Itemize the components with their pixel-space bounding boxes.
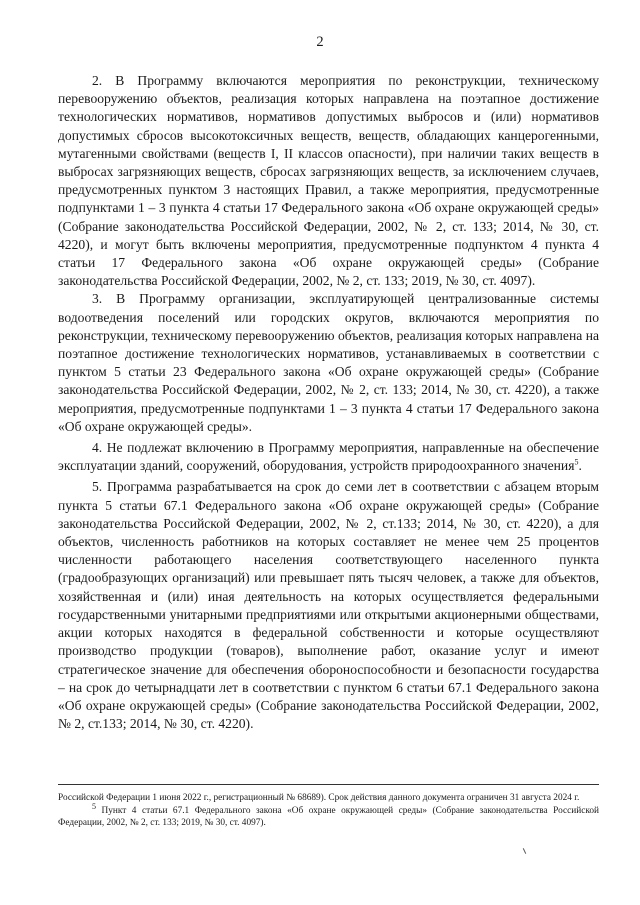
footnote-reference[interactable]: 5 [574, 457, 579, 467]
footnote-separator [58, 784, 599, 785]
footnote-5 [58, 801, 599, 830]
footnotes [58, 792, 599, 830]
paragraph-4-end: . [578, 458, 582, 474]
paragraph-4-text: 4. Не подлежат включению в Программу мероприятия, направленные на обеспечение эксплуатации зданий, сооружений, оборудования, устройств природоохранного значения [58, 440, 599, 474]
body-text [58, 72, 599, 733]
page-number: 2 [316, 34, 324, 50]
paragraph-3: 3. В Программу организации, эксплуатирующей централизованные системы водоотведения поселений или городских округов, включаются мероприятия по реконструкции, техническому перевооружению объектов, реализация которых направлена на поэтапное достижение технологических нормативов, устанавливаемых в соответствии с пунктом 5 статьи 23 Федерального закона «Об охране окружающей среды» (Собрание законодательства Российской Федерации, 2002, № 2, ст. 133; 2014, № 30, ст. 4220), а также мероприятия, предусмотренные подпунктами 1 – 3 пункта 4 статьи 17 Федерального закона «Об охране окружающей среды». [58, 291, 599, 434]
paragraph-5: 5. Программа разрабатывается на срок до семи лет в соответствии с абзацем вторым пункта 5 статьи 67.1 Федерального закона «Об охране окружающей среды» (Собрание законодательства Российской Федерации, 2002, № 2, ст.133; 2014, № 30, ст. 4220), а для объектов, численность работников на которых составляет не менее чем 25 процентов численности работающего населения соответствующего населенного пункта (градообразующих организаций) или превышает пять тысяч человек, а также для объектов, хозяйственная и (или) иная деятельность на которых осуществляется федеральными государственными унитарными предприятиями или открытыми акционерными обществами, акции которых находятся в федеральной собственности и которые осуществляют производство продукции (товаров), выполнение работ, оказание услуг и имеют стратегическое значение для обеспечения обороноспособности и безопасности государства – на срок до четырнадцати лет в соответствии с пунктом 6 статьи 67.1 Федерального закона «Об охране окружающей среды» (Собрание законодательства Российской Федерации, 2002, № 2, ст.133; 2014, № 30, ст. 4220). [58, 479, 599, 732]
paragraph-2: 2. В Программу включаются мероприятия по реконструкции, техническому перевооружению объектов, реализация которых направлена на поэтапное достижение технологических нормативов, нормативов допустимых выбросов и (или) нормативов допустимых сбросов высокотоксичных веществ, веществ, обладающих канцерогенными, мутагенными свойствами (веществ I, II классов опасности), при наличии таких веществ в выбросах загрязняющих веществ, сбросах загрязняющих веществ, за исключением случаев, предусмотренных пунктом 3 настоящих Правил, а также мероприятия, предусмотренные подпунктами 1 – 3 пункта 4 статьи 17 Федерального закона «Об охране окружающей среды» (Собрание законодательства Российской Федерации, 2002, № 2, ст. 133; 2014, № 30, ст. 4220), и могут быть включены мероприятия, предусмотренные подпунктом 4 пункта 4 статьи 17 Федерального закона «Об охране окружающей среды» (Собрание законодательства Российской Федерации, 2002, № 2, ст. 133; 2019, № 30, ст. 4097). [58, 73, 599, 289]
footnote-5-text: Пункт 4 статьи 67.1 Федерального закона «Об охране окружающей среды» (Собрание законодательства Российской Федерации, 2002, № 2, ст. 133; 2019, № 30, ст. 4097). [58, 805, 599, 829]
footnote-5-marker: 5 [92, 801, 96, 811]
scan-mark [523, 848, 526, 854]
paragraph-4 [58, 439, 599, 475]
footnote-continuation: Российской Федерации 1 июня 2022 г., регистрационный № 68689). Срок действия данного документа ограничен 31 августа 2024 г. [58, 793, 580, 803]
